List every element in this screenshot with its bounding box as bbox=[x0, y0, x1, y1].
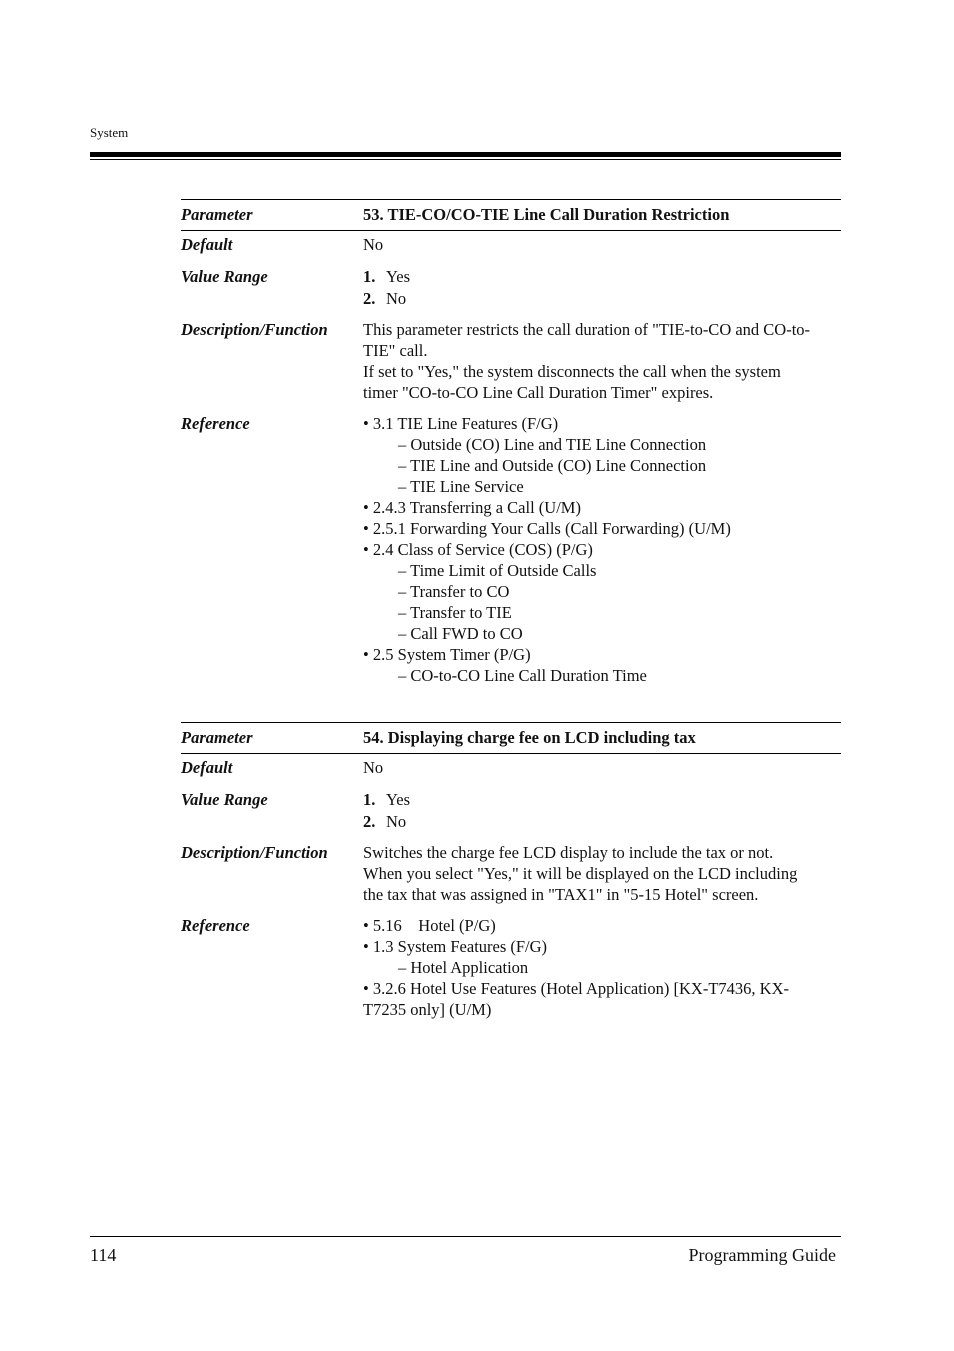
header-rule bbox=[90, 152, 841, 157]
description-line: timer "CO-to-CO Line Call Duration Timer" expires. bbox=[363, 383, 714, 402]
reference-item: • 2.5.1 Forwarding Your Calls (Call Forwarding) (U/M) bbox=[363, 519, 731, 538]
default-value: No bbox=[363, 235, 384, 254]
guide-title: Programming Guide bbox=[688, 1245, 836, 1265]
item-text: No bbox=[386, 289, 407, 308]
item-number: 1. bbox=[363, 790, 376, 809]
default-row bbox=[181, 757, 841, 778]
value-range-label: Value Range bbox=[181, 267, 268, 286]
reference-subitem: – CO-to-CO Line Call Duration Time bbox=[398, 666, 647, 685]
value-range-item bbox=[363, 288, 841, 309]
reference-subitem: – TIE Line and Outside (CO) Line Connection bbox=[398, 456, 707, 475]
parameter-label: Parameter bbox=[181, 205, 253, 224]
value-range-item bbox=[363, 789, 841, 810]
reference-item: • 3.2.6 Hotel Use Features (Hotel Application) [KX-T7436, KX- bbox=[363, 979, 789, 998]
page-number: 114 bbox=[90, 1245, 117, 1265]
default-label: Default bbox=[181, 758, 233, 777]
description-line: Switches the charge fee LCD display to include the tax or not. bbox=[363, 843, 774, 862]
item-text: Yes bbox=[386, 790, 411, 809]
reference-item: T7235 only] (U/M) bbox=[363, 1000, 492, 1019]
reference-subitem: – Call FWD to CO bbox=[398, 624, 523, 643]
reference-row bbox=[181, 915, 841, 1020]
description-line: If set to "Yes," the system disconnects the call when the system bbox=[363, 362, 781, 381]
item-text: No bbox=[386, 812, 407, 831]
reference-row bbox=[181, 413, 841, 686]
parameter-title: 53. TIE-CO/CO-TIE Line Call Duration Restriction bbox=[363, 205, 730, 224]
description-line: the tax that was assigned in "TAX1" in "5-15 Hotel" screen. bbox=[363, 885, 759, 904]
reference-item: • 2.4 Class of Service (COS) (P/G) bbox=[363, 540, 593, 559]
item-number: 1. bbox=[363, 267, 376, 286]
reference-item: • 1.3 System Features (F/G) bbox=[363, 937, 548, 956]
section-header: System bbox=[90, 125, 129, 140]
description-row bbox=[181, 319, 841, 403]
header-rule-thin bbox=[90, 159, 841, 160]
parameter-header bbox=[181, 199, 841, 231]
description-row bbox=[181, 842, 841, 905]
description-line: When you select "Yes," it will be displayed on the LCD including bbox=[363, 864, 798, 883]
parameter-label: Parameter bbox=[181, 728, 253, 747]
reference-item: • 5.16 Hotel (P/G) bbox=[363, 916, 496, 935]
item-number: 2. bbox=[363, 812, 376, 831]
description-label: Description/Function bbox=[181, 320, 328, 339]
value-range-list bbox=[363, 789, 841, 832]
value-range-label: Value Range bbox=[181, 790, 268, 809]
reference-item: • 3.1 TIE Line Features (F/G) bbox=[363, 414, 559, 433]
item-number: 2. bbox=[363, 289, 376, 308]
value-range-item bbox=[363, 811, 841, 832]
value-range-item bbox=[363, 266, 841, 287]
value-range-list bbox=[363, 266, 841, 309]
reference-subitem: – Time Limit of Outside Calls bbox=[398, 561, 597, 580]
reference-list bbox=[363, 915, 841, 1020]
reference-list bbox=[363, 413, 841, 686]
default-label: Default bbox=[181, 235, 233, 254]
reference-subitem: – TIE Line Service bbox=[398, 477, 524, 496]
parameter-title: 54. Displaying charge fee on LCD including tax bbox=[363, 728, 696, 747]
item-text: Yes bbox=[386, 267, 411, 286]
reference-label: Reference bbox=[181, 414, 250, 433]
description-label: Description/Function bbox=[181, 843, 328, 862]
reference-item: • 2.5 System Timer (P/G) bbox=[363, 645, 531, 664]
reference-subitem: – Outside (CO) Line and TIE Line Connection bbox=[398, 435, 707, 454]
description-line: TIE" call. bbox=[363, 341, 428, 360]
value-range-row bbox=[181, 266, 841, 309]
description-text bbox=[363, 319, 841, 403]
reference-subitem: – Transfer to TIE bbox=[398, 603, 512, 622]
description-text bbox=[363, 842, 841, 905]
reference-subitem: – Hotel Application bbox=[398, 958, 529, 977]
footer-rule bbox=[90, 1236, 841, 1237]
reference-label: Reference bbox=[181, 916, 250, 935]
parameter-block-53 bbox=[181, 199, 841, 686]
parameter-block-54 bbox=[181, 722, 841, 1020]
reference-subitem: – Transfer to CO bbox=[398, 582, 510, 601]
default-value: No bbox=[363, 758, 384, 777]
parameter-header bbox=[181, 722, 841, 754]
reference-item: • 2.4.3 Transferring a Call (U/M) bbox=[363, 498, 581, 517]
description-line: This parameter restricts the call duration of "TIE-to-CO and CO-to- bbox=[363, 320, 811, 339]
value-range-row bbox=[181, 789, 841, 832]
default-row bbox=[181, 234, 841, 255]
